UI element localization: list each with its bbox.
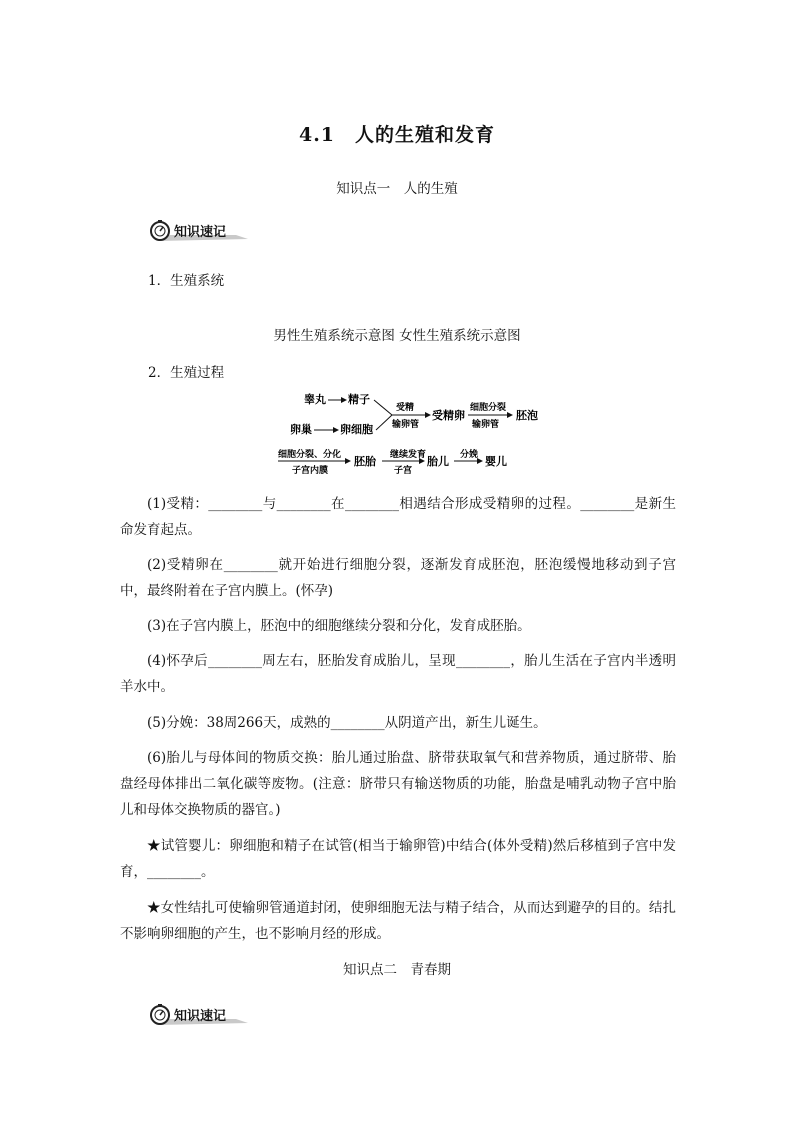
testis-label: 睾丸 [304,393,326,406]
oviduct-label-1: 输卵管 [392,420,420,430]
paragraph-fetus: (4)怀孕后________周左右，胚胎发育成胎儿，呈现________，胎儿生活在子宫内半透明羊水中。 [120,653,676,695]
item-reproductive-system: 1．生殖系统 [148,273,225,289]
oviduct-label-2: 输卵管 [472,420,500,430]
paragraph-ivf: ★试管婴儿：卵细胞和精子在试管(相当于输卵管)中结合(体外受精)然后移植到子宫中发育，________。 [120,838,676,880]
blastocyst-label: 胚泡 [516,409,538,422]
differentiation-label: 细胞分裂、分化 [278,450,342,460]
fetus-label: 胎儿 [427,455,449,468]
embryo-label: 胚胎 [354,455,376,468]
badge-label-2: 知识速记 [174,1009,227,1024]
badge-label: 知识速记 [174,225,227,240]
division-label: 细胞分裂 [470,403,507,413]
knowledge-badge-2 [148,1003,253,1027]
page-title: 4.1 人的生殖和发育 [298,124,496,146]
section-heading-1: 知识点一 人的生殖 [336,181,458,197]
uterus-label: 子宫 [394,466,413,474]
paragraph-embryo: (3)在子宫内膜上，胚泡中的细胞继续分裂和分化，发育成胚胎。 [147,618,531,634]
egg-label: 卵细胞 [340,423,373,436]
paragraph-delivery: (5)分娩：38周266天，成熟的________从阴道产出，新生儿诞生。 [147,715,547,731]
paragraph-zygote: (2)受精卵在________就开始进行细胞分裂，逐渐发育成胚泡，胚泡缓慢地移动到子宫中，最终附着在子宫内膜上。(怀孕) [120,557,676,599]
item-reproductive-process: 2．生殖过程 [148,365,225,381]
baby-label: 婴儿 [485,455,507,468]
zygote-label: 受精卵 [432,409,465,422]
fertilization-label: 受精 [396,403,415,413]
knowledge-badge [148,219,253,243]
paragraph-fertilization: (1)受精：________与________在________相遇结合形成受精卵的过程。________是新生命发育起点。 [120,496,676,538]
birth-label: 分娩 [460,450,479,460]
paragraph-exchange: (6)胎儿与母体间的物质交换：胎儿通过胎盘、脐带获取氧气和营养物质，通过脐带、胎盘经母体排出二氧化碳等废物。(注意：脐带只有输送物质的功能，胎盘是哺乳动物子宫中胎儿和母体交换物质的器官。) [120,750,676,818]
section-heading-2: 知识点二 青春期 [343,962,451,978]
paragraph-ligation: ★女性结扎可使输卵管通道封闭，使卵细胞无法与精子结合，从而达到避孕的目的。结扎不影响卵细胞的产生，也不影响月经的形成。 [120,900,676,942]
sperm-label: 精子 [348,393,370,406]
figure-caption: 男性生殖系统示意图 女性生殖系统示意图 [273,328,521,344]
continue-growth-label: 继续发育 [390,450,427,460]
ovary-label: 卵巢 [290,423,312,436]
endometrium-label: 子宫内膜 [292,466,329,474]
reproduction-process-diagram [270,388,550,474]
